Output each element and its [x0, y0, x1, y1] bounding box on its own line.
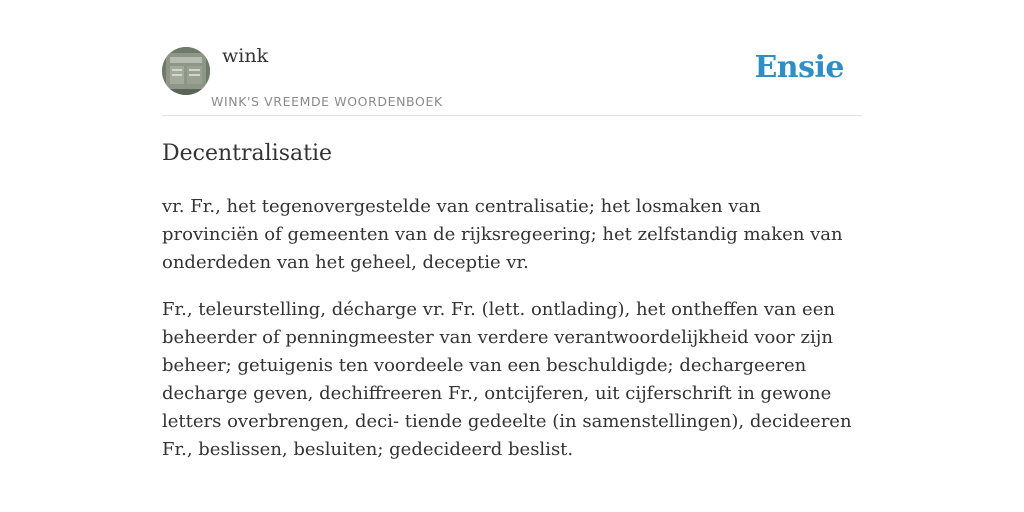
avatar[interactable] — [162, 47, 210, 95]
avatar-photo-icon — [162, 47, 210, 95]
entry-card — [162, 0, 862, 512]
entry-header — [162, 0, 862, 116]
source-label[interactable]: WINK'S VREEMDE WOORDENBOEK — [211, 94, 443, 109]
author-name[interactable]: wink — [222, 45, 269, 67]
entry-body — [162, 193, 862, 483]
entry-paragraph: Fr., teleurstelling, décharge vr. Fr. (lett. ontlading), het ontheffen van een beheerder of penningmeester van verdere verantwoordelijkheid voor zijn beheer; getuigenis ten voordeele van een beschuldigde; dechargeeren decharge geven, dechiffreeren Fr., ontcijferen, uit cijferschrift in gewone letters overbrengen, deci- tiende gedeelte (in samenstellingen), decideeren Fr., beslissen, besluiten; gedecideerd beslist. — [162, 299, 852, 460]
entry-paragraph: vr. Fr., het tegenovergestelde van centralisatie; het losmaken van provinciën of gemeenten van de rijksregeering; het zelfstandig maken van onderdeden van het geheel, deceptie vr. — [162, 196, 843, 273]
entry-title: Decentralisatie — [162, 141, 333, 166]
brand-logo[interactable]: Ensie — [754, 50, 844, 85]
